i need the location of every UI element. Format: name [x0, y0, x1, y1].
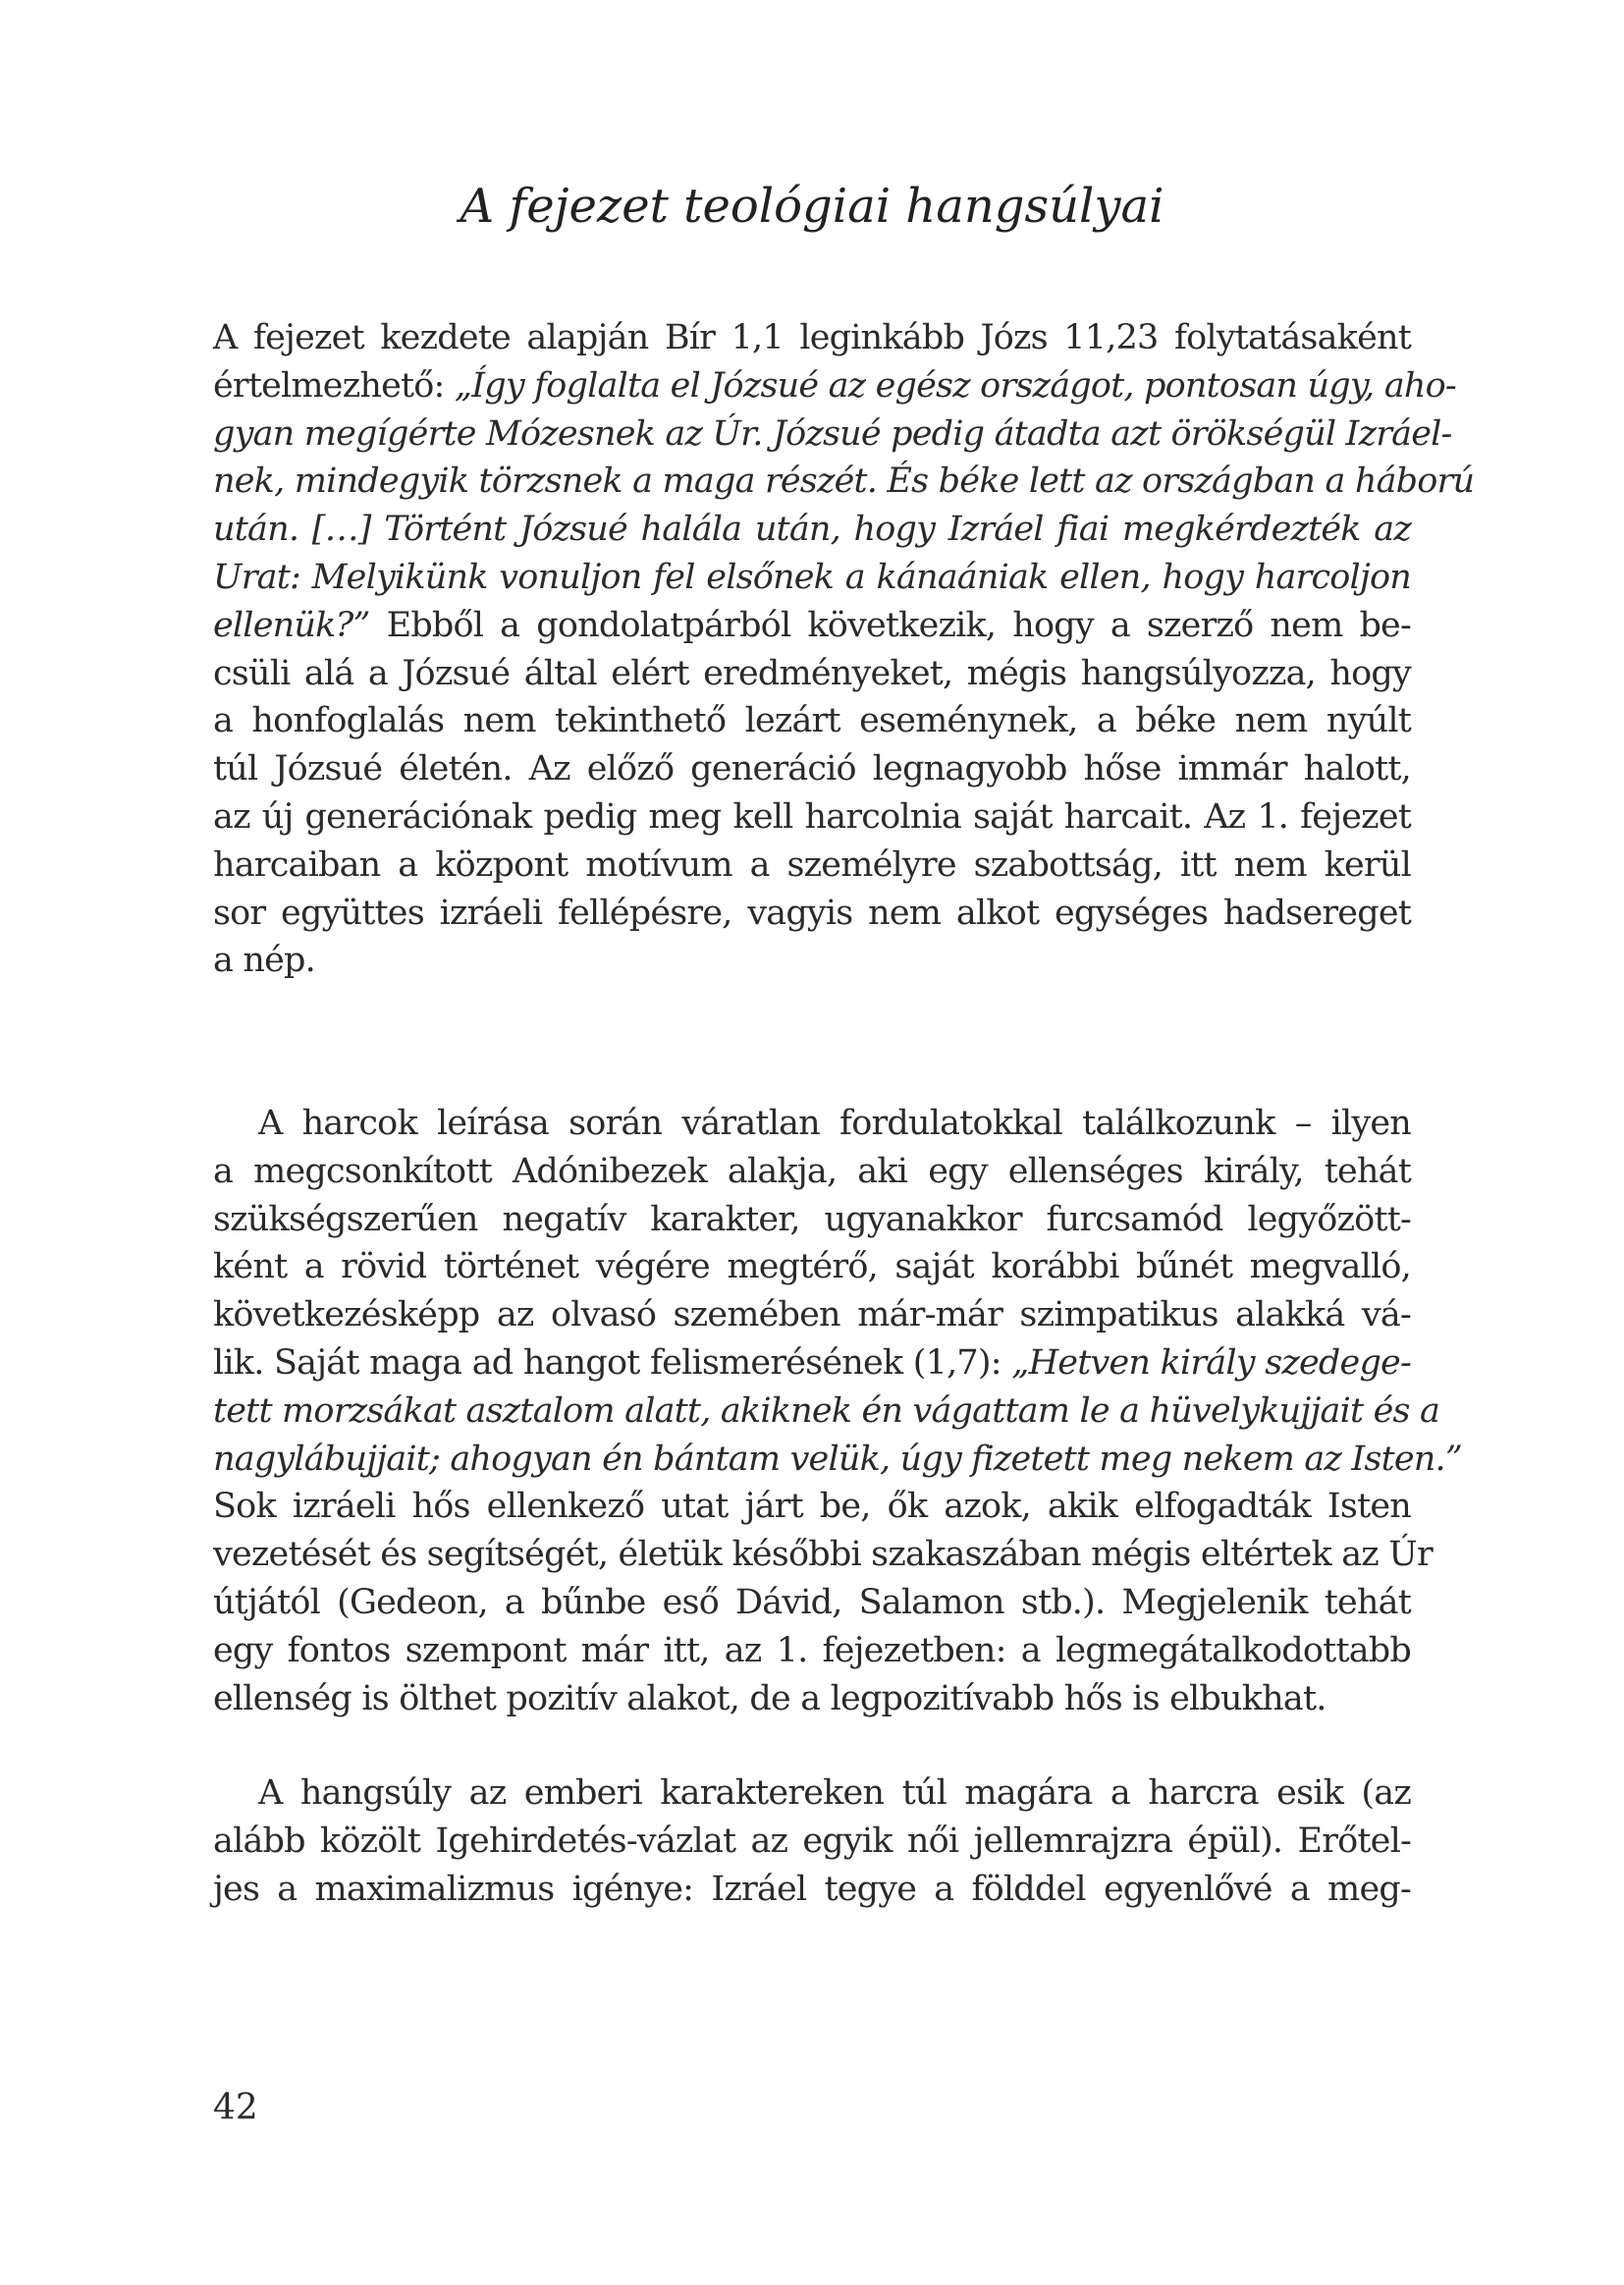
body-text: útjától (Gedeon, a bűnbe eső Dávid, Salamon stb.). Megjelenik tehát [213, 1582, 1411, 1622]
text-line [213, 1579, 1411, 1627]
quote-text: után. […] Történt Józsué halála után, hogy Izráel fiai megkérdezték az [213, 510, 1411, 550]
text-line [213, 937, 1411, 985]
text-line [213, 793, 1411, 842]
body-text: a honfoglalás nem tekinthető lezárt eseménynek, a béke nem nyúlt [213, 701, 1411, 741]
page-number: 42 [213, 2088, 258, 2128]
text-line [213, 842, 1411, 890]
body-text: értelmezhető: [213, 365, 455, 406]
text-line [213, 890, 1411, 938]
body-text: ként a rövid történet végére megtérő, saját korábbi bűnét megvalló, [213, 1247, 1411, 1287]
body-text: A harcok leírása során váratlan fordulatokkal találkozunk – ilyen [258, 1104, 1411, 1143]
page-title: A fejezet teológiai hangsúlyai [460, 179, 1164, 234]
body-text: lik. Saját maga ad hangot felismerésének (1,7): [213, 1342, 1012, 1383]
text-line [213, 697, 1411, 745]
body-text: A fejezet kezdete alapján Bír 1,1 leginkább Józs 11,23 folytatásaként [213, 318, 1411, 357]
text-line [213, 1339, 1411, 1387]
body-paragraph [213, 1100, 1462, 1722]
body-paragraph [213, 314, 1475, 985]
quote-text: „Így foglalta el Józsué az egész országot, pontosan úgy, aho- [454, 365, 1456, 406]
text-line [213, 602, 1411, 650]
text-line [213, 1483, 1411, 1531]
text-line [213, 1531, 1433, 1579]
body-text: ellenség is ölthet pozitív alakot, de a legpozitívabb hős is elbukhat. [213, 1678, 1326, 1718]
text-line [213, 1627, 1411, 1675]
quote-text: nagylábujjait; ahogyan én bántam velük, úgy fizetett meg nekem az Isten.” [213, 1439, 1462, 1479]
quote-text: gyan megígérte Mózesnek az Úr. Józsué pedig átadta azt örökségül Izráel- [213, 413, 1452, 454]
text-line [213, 1769, 1411, 1818]
body-text: szükségszerűen negatív karakter, ugyanakkor furcsamód legyőzött- [213, 1199, 1411, 1239]
quote-text: ellenük?” [213, 605, 370, 645]
quote-text: Urat: Melyikünk vonuljon fel elsőnek a kánaániak ellen, hogy harcoljon [213, 557, 1411, 597]
body-text: vezetését és segítségét, életük későbbi szakaszában mégis eltértek az Úr [213, 1535, 1433, 1575]
body-text: az új generációnak pedig meg kell harcolnia saját harcait. Az 1. fejezet [213, 796, 1411, 837]
text-line [213, 1436, 1462, 1484]
body-text: alább közölt Igehirdetés-vázlat az egyik női jellemrajzra épül). Erőtel- [213, 1821, 1411, 1861]
quote-text: „Hetven király szedege- [1011, 1342, 1411, 1383]
body-text: sor együttes izráeli fellépésre, vagyis nem alkot egységes hadsereget [213, 893, 1411, 933]
text-line [213, 1291, 1411, 1339]
text-line [213, 1100, 1411, 1148]
body-text: a megcsonkított Adónibezek alakja, aki egy ellenséges király, tehát [213, 1151, 1411, 1191]
text-line [213, 1675, 1411, 1723]
text-line [213, 554, 1411, 602]
body-text: A hangsúly az emberi karaktereken túl magára a harcra esik (az [258, 1773, 1411, 1813]
text-line [213, 650, 1411, 698]
text-line [213, 1387, 1440, 1436]
text-line [213, 1148, 1411, 1196]
body-text: túl Józsué életén. Az előző generáció legnagyobb hőse immár halott, [213, 749, 1411, 789]
text-line [213, 362, 1456, 410]
body-text: harcaiban a központ motívum a személyre szabottság, itt nem kerül [213, 844, 1411, 885]
text-line [213, 458, 1475, 506]
text-line [213, 410, 1452, 459]
text-line [213, 314, 1411, 362]
body-text: következésképp az olvasó szemében már-már szimpatikus alakká vá- [213, 1295, 1411, 1335]
text-line [213, 1196, 1411, 1244]
quote-text: tett morzsákat asztalom alatt, akiknek én vágattam le a hüvelykujjait és a [213, 1390, 1440, 1431]
text-line [213, 745, 1411, 793]
body-text: egy fontos szempont már itt, az 1. fejezetben: a legmegátalkodottabb [213, 1630, 1411, 1670]
body-text: Ebből a gondolatpárból következik, hogy a szerző nem be- [369, 605, 1411, 645]
quote-text: nek, mindegyik törzsnek a maga részét. És béke lett az országban a háború [213, 462, 1475, 502]
body-text: jes a maximalizmus igénye: Izráel tegye a földdel egyenlővé a meg- [213, 1869, 1411, 1909]
text-line [213, 506, 1411, 554]
text-line [213, 1243, 1411, 1291]
body-text: Sok izráeli hős ellenkező utat járt be, ők azok, akik elfogadták Isten [213, 1487, 1411, 1527]
body-paragraph [213, 1769, 1411, 1913]
body-text: csüli alá a Józsué által elért eredményeket, mégis hangsúlyozza, hogy [213, 653, 1411, 693]
text-line [213, 1866, 1411, 1914]
text-line [213, 1818, 1411, 1866]
body-text: a nép. [213, 941, 315, 981]
